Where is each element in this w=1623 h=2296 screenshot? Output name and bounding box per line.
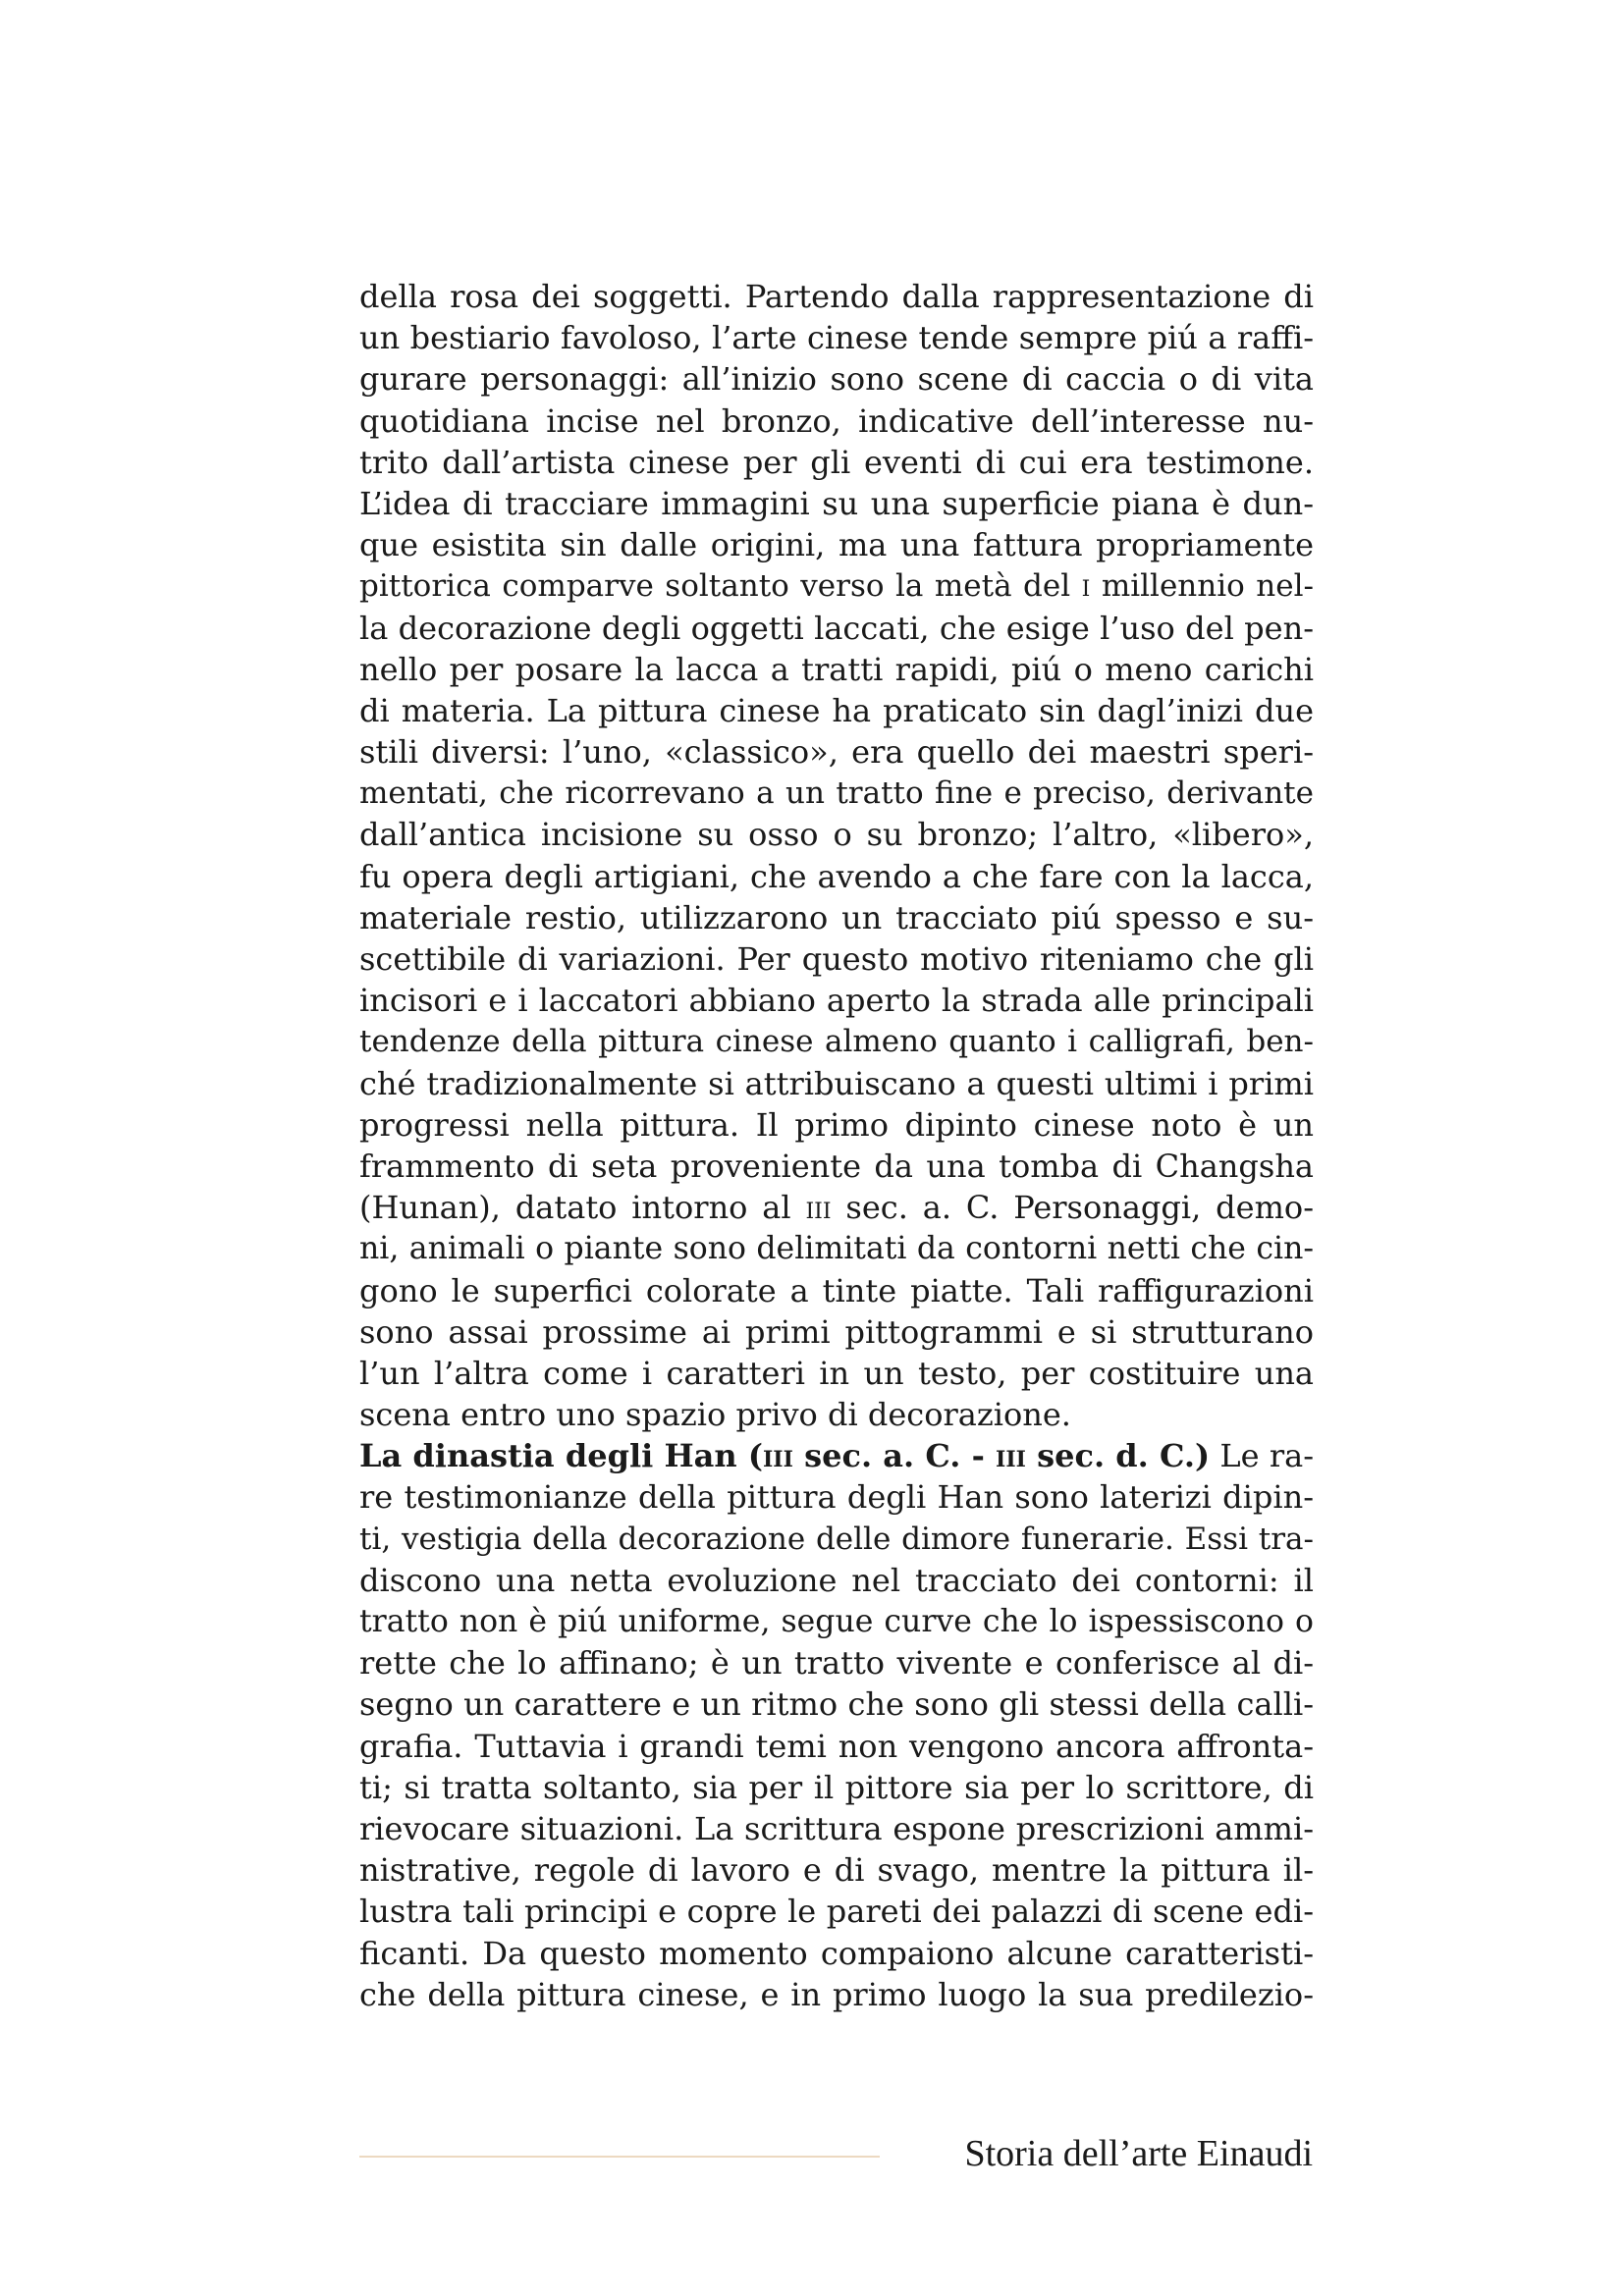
text-line: mentati, che ricorrevano a un tratto fine e preciso, derivante — [359, 775, 1314, 812]
text-fragment: millennio nel- — [1090, 568, 1314, 605]
footer-divider — [359, 2156, 880, 2158]
text-line: progressi nella pittura. Il primo dipinto cinese noto è un — [359, 1105, 1314, 1144]
text-line: l’un l’altra come i caratteri in un testo, per costituire una — [359, 1354, 1314, 1392]
text-line: che della pittura cinese, e in primo luogo la sua predilezio- — [359, 1975, 1314, 2013]
text-line: ti; si tratta soltanto, sia per il pittore sia per lo scrittore, di — [359, 1768, 1314, 1806]
text-line: scettibile di variazioni. Per questo motivo riteniamo che gli — [359, 940, 1314, 978]
text-line: frammento di seta proveniente da una tomba di Changsha — [359, 1147, 1314, 1185]
text-line: ni, animali o piante sono delimitati da contorni netti che cin- — [359, 1231, 1314, 1267]
text-line — [359, 1187, 1314, 1228]
roman-numeral: iii — [996, 1437, 1026, 1475]
text-line: scena entro uno spazio privo di decorazione. — [359, 1396, 1071, 1434]
text-line: della rosa dei soggetti. Partendo dalla rappresentazione di — [359, 278, 1314, 315]
text-line: rievocare situazioni. La scrittura espone prescrizioni ammi- — [359, 1809, 1314, 1847]
text-fragment: (Hunan), datato intorno al — [359, 1189, 806, 1227]
text-line: sono assai prossime ai primi pittogrammi e si strutturano — [359, 1312, 1314, 1351]
text-fragment: pittorica comparve soltanto verso la metà del — [359, 568, 1082, 605]
text-line: incisori e i laccatori abbiano aperto la strada alle principali — [359, 982, 1314, 1020]
text-line: trito dall’artista cinese per gli eventi di cui era testimone. — [359, 443, 1314, 481]
text-line: tendenze della pittura cinese almeno quanto i calligrafi, ben- — [359, 1024, 1314, 1060]
text-line: la decorazione degli oggetti laccati, che esige l’uso del pen- — [359, 609, 1314, 647]
text-fragment: Le ra- — [1210, 1437, 1314, 1475]
text-line: discono una netta evoluzione nel tracciato dei contorni: il — [359, 1561, 1314, 1599]
text-line: que esistita sin dalle origini, ma una fattura propriamente — [359, 526, 1314, 564]
roman-numeral: iii — [805, 1189, 832, 1227]
text-line: di materia. La pittura cinese ha praticato sin dagl’inizi due — [359, 691, 1314, 729]
text-line: gurare personaggi: all’inizio sono scene di caccia o di vita — [359, 360, 1314, 399]
text-line: ti, vestigia della decorazione delle dimore funerarie. Essi tra- — [359, 1521, 1314, 1557]
body-text — [359, 276, 1314, 2015]
text-line: fu opera degli artigiani, che avendo a che fare con la lacca, — [359, 857, 1314, 895]
text-line: ficanti. Da questo momento compaiono alcune caratteristi- — [359, 1934, 1314, 1972]
footer-title: Storia dell’arte Einaudi — [964, 2133, 1313, 2174]
text-line — [359, 565, 1314, 607]
text-line: nistrative, regole di lavoro e di svago, mentre la pittura il- — [359, 1851, 1314, 1890]
text-line: quotidiana incise nel bronzo, indicative dell’interesse nu- — [359, 401, 1314, 440]
heading-fragment: sec. d. C.) — [1025, 1437, 1211, 1475]
section-heading-line — [359, 1435, 1314, 1476]
text-line: segno un carattere e un ritmo che sono gli stessi della calli- — [359, 1685, 1314, 1724]
section-heading — [359, 1437, 1210, 1474]
text-line: grafia. Tuttavia i grandi temi non vengono ancora affronta- — [359, 1727, 1314, 1765]
text-line: dall’antica incisione su osso o su bronzo; l’altro, «libero», — [359, 816, 1314, 854]
text-line: rette che lo affinano; è un tratto vivente e conferisce al di- — [359, 1644, 1314, 1682]
text-line: tratto non è piú uniforme, segue curve che lo ispessiscono o — [359, 1604, 1314, 1639]
text-fragment: sec. a. C. Personaggi, demo- — [831, 1189, 1314, 1227]
text-line: L’idea di tracciare immagini su una superficie piana è dun- — [359, 484, 1314, 522]
text-line: lustra tali principi e copre le pareti dei palazzi di scene edi- — [359, 1893, 1314, 1931]
text-line: gono le superfici colorate a tinte piatte. Tali raffigurazioni — [359, 1271, 1314, 1309]
text-line: materiale restio, utilizzarono un tracciato piú spesso e su- — [359, 898, 1314, 936]
text-line: nello per posare la lacca a tratti rapidi, piú o meno carichi — [359, 650, 1314, 688]
heading-fragment: La dinastia degli Han ( — [359, 1437, 764, 1475]
text-line: un bestiario favoloso, l’arte cinese tende sempre piú a raffi- — [359, 319, 1314, 357]
roman-numeral: iii — [763, 1437, 793, 1475]
heading-fragment: sec. a. C. - — [792, 1437, 997, 1475]
roman-numeral: i — [1081, 568, 1091, 605]
text-line: stili diversi: l’uno, «classico», era quello dei maestri speri- — [359, 733, 1314, 772]
text-line: re testimonianze della pittura degli Han sono laterizi dipin- — [359, 1478, 1314, 1517]
text-line: ché tradizionalmente si attribuiscano a questi ultimi i primi — [359, 1064, 1314, 1102]
